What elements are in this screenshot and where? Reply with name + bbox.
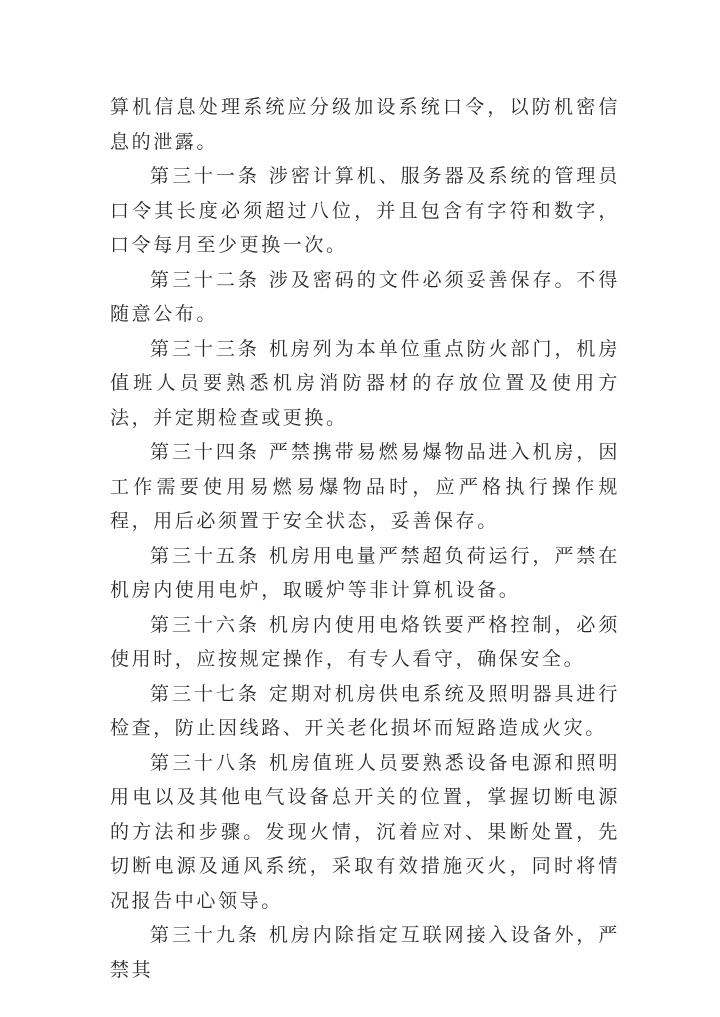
article-37-paragraph: 第三十七条 定期对机房供电系统及照明器具进行检查，防止因线路、开关老化损坏而短路造成火灾。 <box>110 682 620 739</box>
paragraph: 算机信息处理系统应分级加设系统口令，以防机密信息的泄露。 <box>110 96 620 153</box>
article-38-paragraph: 第三十八条 机房值班人员要熟悉设备电源和照明用电以及其他电气设备总开关的位置，掌握切断电源的方法和步骤。发现火情，沉着应对、果断处置，先切断电源及通风系统，采取有效措施灭火，同时将情况报告中心领导。 <box>110 751 620 912</box>
article-32-paragraph: 第三十二条 涉及密码的文件必须妥善保存。不得随意公布。 <box>110 268 620 325</box>
article-34-paragraph: 第三十四条 严禁携带易燃易爆物品进入机房，因工作需要使用易燃易爆物品时，应严格执行操作规程，用后必须置于安全状态，妥善保存。 <box>110 441 620 532</box>
article-35-paragraph: 第三十五条 机房用电量严禁超负荷运行，严禁在机房内使用电炉，取暖炉等非计算机设备。 <box>110 544 620 601</box>
document-body <box>110 90 620 987</box>
article-33-paragraph: 第三十三条 机房列为本单位重点防火部门，机房值班人员要熟悉机房消防器材的存放位置及使用方法，并定期检查或更换。 <box>110 337 620 429</box>
article-36-paragraph: 第三十六条 机房内使用电烙铁要严格控制，必须使用时，应按规定操作，有专人看守，确保安全。 <box>110 613 620 670</box>
article-31-paragraph: 第三十一条 涉密计算机、服务器及系统的管理员口令其长度必须超过八位，并且包含有字符和数字，口令每月至少更换一次。 <box>110 165 620 256</box>
article-39-paragraph: 第三十九条 机房内除指定互联网接入设备外，严禁其 <box>110 924 620 981</box>
